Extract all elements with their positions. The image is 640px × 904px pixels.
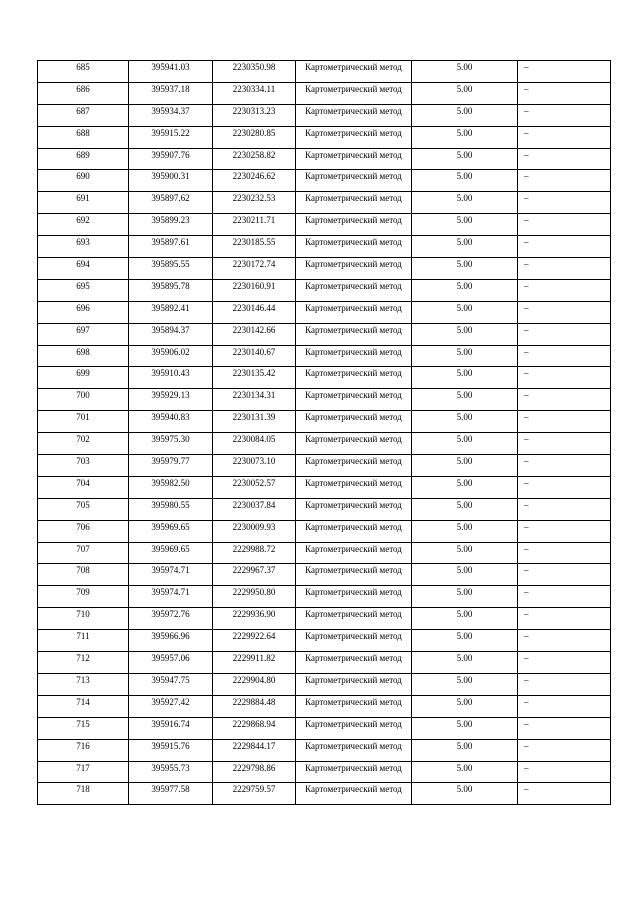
y-coordinate-cell: 2229844.17 xyxy=(213,739,296,761)
point-number-cell: 702 xyxy=(38,433,129,455)
y-coordinate-cell: 2229868.94 xyxy=(213,717,296,739)
method-cell: Картометрический метод xyxy=(296,455,412,477)
note-cell: – xyxy=(518,455,611,477)
accuracy-cell: 5.00 xyxy=(412,61,518,83)
method-cell: Картометрический метод xyxy=(296,236,412,258)
y-coordinate-cell: 2230052.57 xyxy=(213,476,296,498)
y-coordinate-cell: 2230146.44 xyxy=(213,301,296,323)
x-coordinate-cell: 395966.96 xyxy=(129,630,213,652)
method-cell: Картометрический метод xyxy=(296,104,412,126)
note-cell: – xyxy=(518,279,611,301)
y-coordinate-cell: 2230009.93 xyxy=(213,520,296,542)
method-cell: Картометрический метод xyxy=(296,61,412,83)
accuracy-cell: 5.00 xyxy=(412,739,518,761)
y-coordinate-cell: 2229922.64 xyxy=(213,630,296,652)
point-number-cell: 696 xyxy=(38,301,129,323)
note-cell: – xyxy=(518,783,611,805)
x-coordinate-cell: 395895.55 xyxy=(129,258,213,280)
method-cell: Картометрический метод xyxy=(296,542,412,564)
x-coordinate-cell: 395940.83 xyxy=(129,411,213,433)
table-row xyxy=(38,170,611,192)
note-cell: – xyxy=(518,608,611,630)
table-row xyxy=(38,739,611,761)
accuracy-cell: 5.00 xyxy=(412,695,518,717)
table-row xyxy=(38,323,611,345)
x-coordinate-cell: 395906.02 xyxy=(129,345,213,367)
accuracy-cell: 5.00 xyxy=(412,345,518,367)
table-row xyxy=(38,586,611,608)
method-cell: Картометрический метод xyxy=(296,345,412,367)
note-cell: – xyxy=(518,564,611,586)
accuracy-cell: 5.00 xyxy=(412,104,518,126)
x-coordinate-cell: 395929.13 xyxy=(129,389,213,411)
point-number-cell: 691 xyxy=(38,192,129,214)
point-number-cell: 714 xyxy=(38,695,129,717)
table-row xyxy=(38,214,611,236)
method-cell: Картометрический метод xyxy=(296,192,412,214)
table-row xyxy=(38,542,611,564)
table-row xyxy=(38,608,611,630)
note-cell: – xyxy=(518,652,611,674)
accuracy-cell: 5.00 xyxy=(412,630,518,652)
y-coordinate-cell: 2230160.91 xyxy=(213,279,296,301)
method-cell: Картометрический метод xyxy=(296,214,412,236)
table-row xyxy=(38,148,611,170)
note-cell: – xyxy=(518,301,611,323)
y-coordinate-cell: 2230350.98 xyxy=(213,61,296,83)
method-cell: Картометрический метод xyxy=(296,739,412,761)
table-row xyxy=(38,345,611,367)
point-number-cell: 701 xyxy=(38,411,129,433)
y-coordinate-cell: 2230258.82 xyxy=(213,148,296,170)
x-coordinate-cell: 395969.65 xyxy=(129,542,213,564)
y-coordinate-cell: 2230084.05 xyxy=(213,433,296,455)
note-cell: – xyxy=(518,498,611,520)
x-coordinate-cell: 395907.76 xyxy=(129,148,213,170)
accuracy-cell: 5.00 xyxy=(412,323,518,345)
accuracy-cell: 5.00 xyxy=(412,455,518,477)
point-number-cell: 692 xyxy=(38,214,129,236)
y-coordinate-cell: 2230232.53 xyxy=(213,192,296,214)
y-coordinate-cell: 2230037.84 xyxy=(213,498,296,520)
point-number-cell: 694 xyxy=(38,258,129,280)
note-cell: – xyxy=(518,323,611,345)
x-coordinate-cell: 395972.76 xyxy=(129,608,213,630)
x-coordinate-cell: 395915.22 xyxy=(129,126,213,148)
point-number-cell: 709 xyxy=(38,586,129,608)
accuracy-cell: 5.00 xyxy=(412,608,518,630)
note-cell: – xyxy=(518,761,611,783)
table-row xyxy=(38,630,611,652)
point-number-cell: 686 xyxy=(38,82,129,104)
point-number-cell: 689 xyxy=(38,148,129,170)
y-coordinate-cell: 2230134.31 xyxy=(213,389,296,411)
y-coordinate-cell: 2230313.23 xyxy=(213,104,296,126)
method-cell: Картометрический метод xyxy=(296,520,412,542)
accuracy-cell: 5.00 xyxy=(412,476,518,498)
table-row xyxy=(38,126,611,148)
x-coordinate-cell: 395934.37 xyxy=(129,104,213,126)
accuracy-cell: 5.00 xyxy=(412,783,518,805)
y-coordinate-cell: 2229911.82 xyxy=(213,652,296,674)
x-coordinate-cell: 395897.61 xyxy=(129,236,213,258)
point-number-cell: 715 xyxy=(38,717,129,739)
method-cell: Картометрический метод xyxy=(296,783,412,805)
accuracy-cell: 5.00 xyxy=(412,367,518,389)
y-coordinate-cell: 2230280.85 xyxy=(213,126,296,148)
x-coordinate-cell: 395915.76 xyxy=(129,739,213,761)
x-coordinate-cell: 395979.77 xyxy=(129,455,213,477)
note-cell: – xyxy=(518,389,611,411)
x-coordinate-cell: 395974.71 xyxy=(129,564,213,586)
accuracy-cell: 5.00 xyxy=(412,761,518,783)
point-number-cell: 707 xyxy=(38,542,129,564)
point-number-cell: 710 xyxy=(38,608,129,630)
accuracy-cell: 5.00 xyxy=(412,652,518,674)
method-cell: Картометрический метод xyxy=(296,323,412,345)
method-cell: Картометрический метод xyxy=(296,279,412,301)
x-coordinate-cell: 395927.42 xyxy=(129,695,213,717)
accuracy-cell: 5.00 xyxy=(412,82,518,104)
accuracy-cell: 5.00 xyxy=(412,542,518,564)
point-number-cell: 693 xyxy=(38,236,129,258)
method-cell: Картометрический метод xyxy=(296,367,412,389)
y-coordinate-cell: 2230334.11 xyxy=(213,82,296,104)
note-cell: – xyxy=(518,586,611,608)
accuracy-cell: 5.00 xyxy=(412,170,518,192)
table-row xyxy=(38,717,611,739)
y-coordinate-cell: 2229988.72 xyxy=(213,542,296,564)
note-cell: – xyxy=(518,214,611,236)
y-coordinate-cell: 2230131.39 xyxy=(213,411,296,433)
table-row xyxy=(38,411,611,433)
accuracy-cell: 5.00 xyxy=(412,148,518,170)
accuracy-cell: 5.00 xyxy=(412,279,518,301)
x-coordinate-cell: 395957.06 xyxy=(129,652,213,674)
note-cell: – xyxy=(518,148,611,170)
x-coordinate-cell: 395980.55 xyxy=(129,498,213,520)
note-cell: – xyxy=(518,126,611,148)
y-coordinate-cell: 2230246.62 xyxy=(213,170,296,192)
point-number-cell: 703 xyxy=(38,455,129,477)
table-row xyxy=(38,783,611,805)
table-row xyxy=(38,258,611,280)
accuracy-cell: 5.00 xyxy=(412,411,518,433)
table-row xyxy=(38,367,611,389)
point-number-cell: 718 xyxy=(38,783,129,805)
note-cell: – xyxy=(518,433,611,455)
y-coordinate-cell: 2230140.67 xyxy=(213,345,296,367)
y-coordinate-cell: 2230172.74 xyxy=(213,258,296,280)
x-coordinate-cell: 395982.50 xyxy=(129,476,213,498)
y-coordinate-cell: 2230185.55 xyxy=(213,236,296,258)
note-cell: – xyxy=(518,630,611,652)
note-cell: – xyxy=(518,739,611,761)
accuracy-cell: 5.00 xyxy=(412,236,518,258)
note-cell: – xyxy=(518,82,611,104)
point-number-cell: 695 xyxy=(38,279,129,301)
table-row xyxy=(38,301,611,323)
table-row xyxy=(38,236,611,258)
accuracy-cell: 5.00 xyxy=(412,214,518,236)
accuracy-cell: 5.00 xyxy=(412,717,518,739)
x-coordinate-cell: 395899.23 xyxy=(129,214,213,236)
point-number-cell: 690 xyxy=(38,170,129,192)
y-coordinate-cell: 2230211.71 xyxy=(213,214,296,236)
table-row xyxy=(38,433,611,455)
y-coordinate-cell: 2230073.10 xyxy=(213,455,296,477)
note-cell: – xyxy=(518,345,611,367)
table-row xyxy=(38,192,611,214)
table-row xyxy=(38,279,611,301)
method-cell: Картометрический метод xyxy=(296,476,412,498)
note-cell: – xyxy=(518,236,611,258)
note-cell: – xyxy=(518,170,611,192)
accuracy-cell: 5.00 xyxy=(412,673,518,695)
x-coordinate-cell: 395969.65 xyxy=(129,520,213,542)
note-cell: – xyxy=(518,520,611,542)
table-row xyxy=(38,520,611,542)
table-row xyxy=(38,389,611,411)
method-cell: Картометрический метод xyxy=(296,564,412,586)
x-coordinate-cell: 395974.71 xyxy=(129,586,213,608)
y-coordinate-cell: 2230135.42 xyxy=(213,367,296,389)
point-number-cell: 706 xyxy=(38,520,129,542)
x-coordinate-cell: 395910.43 xyxy=(129,367,213,389)
x-coordinate-cell: 395892.41 xyxy=(129,301,213,323)
accuracy-cell: 5.00 xyxy=(412,433,518,455)
table-row xyxy=(38,455,611,477)
note-cell: – xyxy=(518,258,611,280)
point-number-cell: 700 xyxy=(38,389,129,411)
table-row xyxy=(38,652,611,674)
x-coordinate-cell: 395900.31 xyxy=(129,170,213,192)
x-coordinate-cell: 395937.18 xyxy=(129,82,213,104)
table-row xyxy=(38,82,611,104)
method-cell: Картометрический метод xyxy=(296,630,412,652)
x-coordinate-cell: 395947.75 xyxy=(129,673,213,695)
x-coordinate-cell: 395955.73 xyxy=(129,761,213,783)
note-cell: – xyxy=(518,476,611,498)
point-number-cell: 713 xyxy=(38,673,129,695)
x-coordinate-cell: 395941.03 xyxy=(129,61,213,83)
accuracy-cell: 5.00 xyxy=(412,258,518,280)
note-cell: – xyxy=(518,673,611,695)
method-cell: Картометрический метод xyxy=(296,717,412,739)
note-cell: – xyxy=(518,104,611,126)
method-cell: Картометрический метод xyxy=(296,126,412,148)
table-row xyxy=(38,564,611,586)
method-cell: Картометрический метод xyxy=(296,301,412,323)
point-number-cell: 699 xyxy=(38,367,129,389)
point-number-cell: 687 xyxy=(38,104,129,126)
x-coordinate-cell: 395895.78 xyxy=(129,279,213,301)
point-number-cell: 688 xyxy=(38,126,129,148)
note-cell: – xyxy=(518,61,611,83)
accuracy-cell: 5.00 xyxy=(412,520,518,542)
note-cell: – xyxy=(518,367,611,389)
point-number-cell: 685 xyxy=(38,61,129,83)
method-cell: Картометрический метод xyxy=(296,258,412,280)
x-coordinate-cell: 395975.30 xyxy=(129,433,213,455)
accuracy-cell: 5.00 xyxy=(412,301,518,323)
accuracy-cell: 5.00 xyxy=(412,192,518,214)
method-cell: Картометрический метод xyxy=(296,411,412,433)
y-coordinate-cell: 2229950.80 xyxy=(213,586,296,608)
method-cell: Картометрический метод xyxy=(296,673,412,695)
table-row xyxy=(38,498,611,520)
accuracy-cell: 5.00 xyxy=(412,586,518,608)
point-number-cell: 711 xyxy=(38,630,129,652)
method-cell: Картометрический метод xyxy=(296,433,412,455)
table-row xyxy=(38,761,611,783)
x-coordinate-cell: 395897.62 xyxy=(129,192,213,214)
table-row xyxy=(38,673,611,695)
y-coordinate-cell: 2229884.48 xyxy=(213,695,296,717)
point-number-cell: 716 xyxy=(38,739,129,761)
coordinates-table-body xyxy=(38,61,611,805)
point-number-cell: 697 xyxy=(38,323,129,345)
table-row xyxy=(38,104,611,126)
x-coordinate-cell: 395916.74 xyxy=(129,717,213,739)
y-coordinate-cell: 2230142.66 xyxy=(213,323,296,345)
point-number-cell: 704 xyxy=(38,476,129,498)
y-coordinate-cell: 2229759.57 xyxy=(213,783,296,805)
note-cell: – xyxy=(518,192,611,214)
note-cell: – xyxy=(518,411,611,433)
method-cell: Картометрический метод xyxy=(296,82,412,104)
x-coordinate-cell: 395977.58 xyxy=(129,783,213,805)
accuracy-cell: 5.00 xyxy=(412,389,518,411)
note-cell: – xyxy=(518,542,611,564)
accuracy-cell: 5.00 xyxy=(412,126,518,148)
method-cell: Картометрический метод xyxy=(296,389,412,411)
method-cell: Картометрический метод xyxy=(296,652,412,674)
method-cell: Картометрический метод xyxy=(296,608,412,630)
point-number-cell: 705 xyxy=(38,498,129,520)
point-number-cell: 717 xyxy=(38,761,129,783)
table-row xyxy=(38,61,611,83)
accuracy-cell: 5.00 xyxy=(412,564,518,586)
note-cell: – xyxy=(518,695,611,717)
method-cell: Картометрический метод xyxy=(296,761,412,783)
point-number-cell: 712 xyxy=(38,652,129,674)
y-coordinate-cell: 2229967.37 xyxy=(213,564,296,586)
point-number-cell: 698 xyxy=(38,345,129,367)
method-cell: Картометрический метод xyxy=(296,170,412,192)
coordinates-table xyxy=(37,60,611,805)
point-number-cell: 708 xyxy=(38,564,129,586)
x-coordinate-cell: 395894.37 xyxy=(129,323,213,345)
method-cell: Картометрический метод xyxy=(296,148,412,170)
y-coordinate-cell: 2229798.86 xyxy=(213,761,296,783)
table-row xyxy=(38,476,611,498)
y-coordinate-cell: 2229904.80 xyxy=(213,673,296,695)
y-coordinate-cell: 2229936.90 xyxy=(213,608,296,630)
method-cell: Картометрический метод xyxy=(296,586,412,608)
table-row xyxy=(38,695,611,717)
accuracy-cell: 5.00 xyxy=(412,498,518,520)
note-cell: – xyxy=(518,717,611,739)
method-cell: Картометрический метод xyxy=(296,498,412,520)
method-cell: Картометрический метод xyxy=(296,695,412,717)
